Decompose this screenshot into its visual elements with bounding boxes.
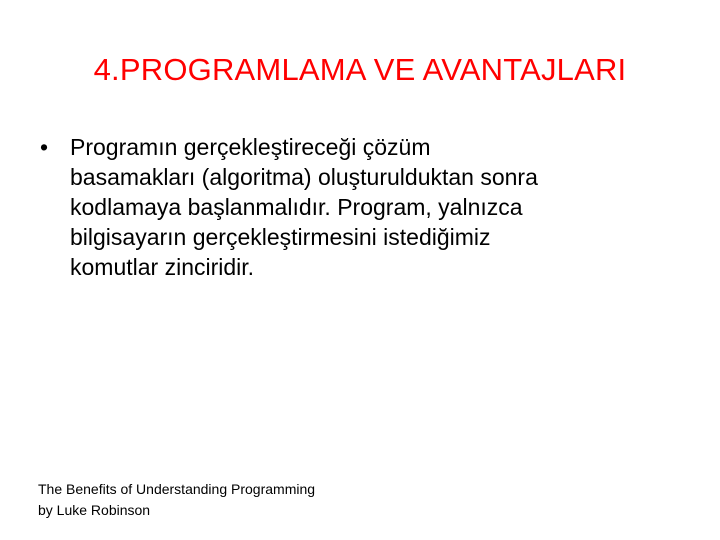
bullet-text-line: kodlamaya başlanmalıdır. Program, yalnızca — [70, 194, 523, 220]
bullet-marker: • — [40, 134, 49, 160]
bullet-item — [40, 132, 690, 282]
citation-title: The Benefits of Understanding Programming — [38, 481, 316, 497]
bullet-text-line: bilgisayarın gerçekleştirmesini istediğimiz — [70, 224, 491, 250]
slide-title: 4.PROGRAMLAMA VE AVANTAJLARI — [93, 52, 627, 87]
bullet-text-line: komutlar zinciridir. — [70, 254, 255, 280]
source-citation — [38, 479, 315, 521]
bullet-text-line: Programın gerçekleştireceği çözüm — [70, 134, 431, 160]
slide-body — [40, 132, 690, 282]
citation-author: by Luke Robinson — [38, 502, 151, 518]
bullet-text-line: basamakları (algoritma) oluşturulduktan sonra — [70, 164, 538, 190]
